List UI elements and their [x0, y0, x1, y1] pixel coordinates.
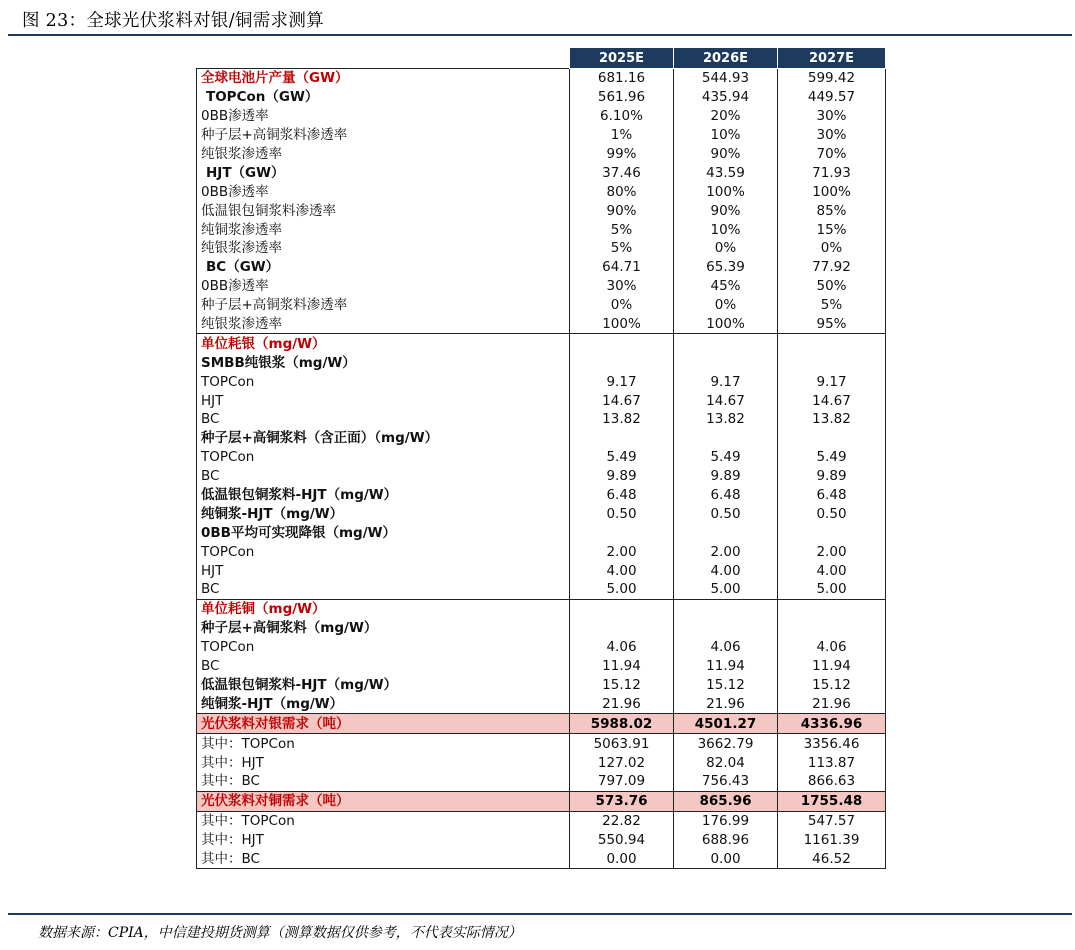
table-row — [197, 239, 886, 258]
value-cell-2026e — [674, 619, 778, 638]
value-cell-2026e: 176.99 — [674, 811, 778, 830]
table-row — [197, 657, 886, 676]
value-cell-2027e: 449.57 — [778, 88, 886, 107]
value-cell-2027e: 21.96 — [778, 694, 886, 713]
value-cell-2026e: 0.00 — [674, 850, 778, 869]
value-cell-2025e: 5% — [570, 220, 674, 239]
value-cell-2025e: 2.00 — [570, 542, 674, 561]
value-cell-2027e: 6.48 — [778, 486, 886, 505]
row-label: TOPCon — [197, 638, 570, 657]
row-label: 纯银浆渗透率 — [197, 239, 570, 258]
table-row — [197, 772, 886, 791]
table-row — [197, 69, 886, 88]
value-cell-2026e: 82.04 — [674, 753, 778, 772]
table-row — [197, 353, 886, 372]
value-cell-2025e: 6.10% — [570, 107, 674, 126]
value-cell-2026e: 9.89 — [674, 467, 778, 486]
value-cell-2027e — [778, 619, 886, 638]
value-cell-2025e: 14.67 — [570, 391, 674, 410]
table-row — [197, 638, 886, 657]
row-label: BC — [197, 657, 570, 676]
table-row — [197, 107, 886, 126]
row-label: 单位耗银（mg/W） — [197, 334, 570, 353]
value-cell-2027e: 5.00 — [778, 580, 886, 599]
value-cell-2025e: 9.17 — [570, 372, 674, 391]
value-cell-2026e: 90% — [674, 201, 778, 220]
value-cell-2025e: 5988.02 — [570, 714, 674, 734]
source-note: 数据来源：CPIA，中信建投期货测算（测算数据仅供参考，不代表实际情况） — [38, 925, 522, 941]
row-label: TOPCon — [197, 542, 570, 561]
bottom-divider — [8, 913, 1072, 915]
table-row — [197, 410, 886, 429]
table-row — [197, 163, 886, 182]
row-label: 0BB渗透率 — [197, 107, 570, 126]
table-row — [197, 734, 886, 753]
value-cell-2025e: 127.02 — [570, 753, 674, 772]
value-cell-2027e: 599.42 — [778, 69, 886, 88]
table-row — [197, 258, 886, 277]
row-label: TOPCon（GW） — [197, 88, 570, 107]
value-cell-2027e: 0% — [778, 239, 886, 258]
value-cell-2025e — [570, 523, 674, 542]
value-cell-2027e — [778, 599, 886, 618]
value-cell-2027e: 85% — [778, 201, 886, 220]
value-cell-2027e: 1161.39 — [778, 831, 886, 850]
value-cell-2025e: 4.00 — [570, 561, 674, 580]
value-cell-2027e: 11.94 — [778, 657, 886, 676]
value-cell-2026e: 688.96 — [674, 831, 778, 850]
value-cell-2027e — [778, 523, 886, 542]
table-row — [197, 145, 886, 164]
value-cell-2025e: 13.82 — [570, 410, 674, 429]
table-row — [197, 372, 886, 391]
table-row — [197, 599, 886, 618]
row-label: 0BB平均可实现降银（mg/W） — [197, 523, 570, 542]
row-label: 纯铜浆-HJT（mg/W） — [197, 504, 570, 523]
row-label: 光伏浆料对银需求（吨） — [197, 714, 570, 734]
row-label: HJT — [197, 391, 570, 410]
table-row — [197, 580, 886, 599]
row-label: 低温银包铜浆料-HJT（mg/W） — [197, 486, 570, 505]
row-label: BC — [197, 410, 570, 429]
table-header — [197, 48, 886, 69]
value-cell-2027e — [778, 334, 886, 353]
value-cell-2027e — [778, 353, 886, 372]
row-label: 纯铜浆渗透率 — [197, 220, 570, 239]
value-cell-2026e: 45% — [674, 277, 778, 296]
table-row — [197, 277, 886, 296]
value-cell-2025e — [570, 599, 674, 618]
table-row — [197, 753, 886, 772]
value-cell-2027e: 50% — [778, 277, 886, 296]
table-row — [197, 296, 886, 315]
value-cell-2025e: 6.48 — [570, 486, 674, 505]
value-cell-2027e: 4336.96 — [778, 714, 886, 734]
value-cell-2025e: 11.94 — [570, 657, 674, 676]
value-cell-2026e: 865.96 — [674, 791, 778, 811]
value-cell-2026e: 544.93 — [674, 69, 778, 88]
value-cell-2025e: 99% — [570, 145, 674, 164]
row-label: 其中：BC — [197, 850, 570, 869]
value-cell-2026e: 90% — [674, 145, 778, 164]
header-2026e: 2026E — [674, 48, 778, 69]
value-cell-2026e: 20% — [674, 107, 778, 126]
row-label: HJT — [197, 561, 570, 580]
value-cell-2025e: 5.49 — [570, 448, 674, 467]
value-cell-2027e: 9.89 — [778, 467, 886, 486]
row-label: 种子层+高铜浆料渗透率 — [197, 126, 570, 145]
value-cell-2026e: 5.00 — [674, 580, 778, 599]
value-cell-2026e: 100% — [674, 315, 778, 334]
value-cell-2026e: 100% — [674, 182, 778, 201]
value-cell-2026e: 3662.79 — [674, 734, 778, 753]
value-cell-2025e: 9.89 — [570, 467, 674, 486]
value-cell-2025e: 1% — [570, 126, 674, 145]
table-row — [197, 315, 886, 334]
table-row — [197, 714, 886, 734]
value-cell-2027e: 113.87 — [778, 753, 886, 772]
value-cell-2025e — [570, 619, 674, 638]
header-2025e: 2025E — [570, 48, 674, 69]
value-cell-2026e: 21.96 — [674, 694, 778, 713]
top-divider — [8, 34, 1072, 36]
row-label: 种子层+高铜浆料渗透率 — [197, 296, 570, 315]
value-cell-2026e: 15.12 — [674, 676, 778, 695]
value-cell-2025e — [570, 353, 674, 372]
value-cell-2027e: 30% — [778, 126, 886, 145]
value-cell-2025e: 681.16 — [570, 69, 674, 88]
row-label: 种子层+高铜浆料（含正面）（mg/W） — [197, 429, 570, 448]
row-label: TOPCon — [197, 372, 570, 391]
row-label: 种子层+高铜浆料（mg/W） — [197, 619, 570, 638]
row-label: 其中：HJT — [197, 831, 570, 850]
value-cell-2026e: 10% — [674, 126, 778, 145]
value-cell-2025e: 0.00 — [570, 850, 674, 869]
value-cell-2027e — [778, 429, 886, 448]
row-label: 纯银浆渗透率 — [197, 315, 570, 334]
header-2027e: 2027E — [778, 48, 886, 69]
value-cell-2027e: 77.92 — [778, 258, 886, 277]
value-cell-2026e: 13.82 — [674, 410, 778, 429]
value-cell-2027e: 2.00 — [778, 542, 886, 561]
table-row — [197, 334, 886, 353]
table-row — [197, 676, 886, 695]
table-row — [197, 201, 886, 220]
value-cell-2025e: 5% — [570, 239, 674, 258]
header-blank-cell — [197, 48, 570, 69]
value-cell-2026e — [674, 353, 778, 372]
value-cell-2027e: 5% — [778, 296, 886, 315]
value-cell-2025e: 30% — [570, 277, 674, 296]
value-cell-2026e: 14.67 — [674, 391, 778, 410]
estimate-table — [196, 47, 886, 869]
table-row — [197, 619, 886, 638]
row-label: HJT（GW） — [197, 163, 570, 182]
value-cell-2026e: 11.94 — [674, 657, 778, 676]
value-cell-2027e: 71.93 — [778, 163, 886, 182]
table-row — [197, 88, 886, 107]
value-cell-2026e: 10% — [674, 220, 778, 239]
value-cell-2026e: 43.59 — [674, 163, 778, 182]
table-row — [197, 561, 886, 580]
value-cell-2025e: 573.76 — [570, 791, 674, 811]
table-row — [197, 542, 886, 561]
row-label: 其中：BC — [197, 772, 570, 791]
row-label: 其中：TOPCon — [197, 811, 570, 830]
value-cell-2027e: 30% — [778, 107, 886, 126]
row-label: 光伏浆料对铜需求（吨） — [197, 791, 570, 811]
value-cell-2027e: 4.00 — [778, 561, 886, 580]
figure-title: 图 23：全球光伏浆料对银/铜需求测算 — [22, 11, 324, 31]
value-cell-2027e: 100% — [778, 182, 886, 201]
value-cell-2027e: 866.63 — [778, 772, 886, 791]
row-label: 低温银包铜浆料渗透率 — [197, 201, 570, 220]
table-row — [197, 694, 886, 713]
value-cell-2025e: 0% — [570, 296, 674, 315]
table-row — [197, 182, 886, 201]
value-cell-2025e: 0.50 — [570, 504, 674, 523]
value-cell-2026e: 9.17 — [674, 372, 778, 391]
row-label: 其中：HJT — [197, 753, 570, 772]
row-label: BC — [197, 467, 570, 486]
value-cell-2027e: 14.67 — [778, 391, 886, 410]
row-label: BC（GW） — [197, 258, 570, 277]
value-cell-2027e: 46.52 — [778, 850, 886, 869]
value-cell-2027e: 3356.46 — [778, 734, 886, 753]
value-cell-2027e: 15.12 — [778, 676, 886, 695]
value-cell-2026e: 6.48 — [674, 486, 778, 505]
table-row — [197, 467, 886, 486]
value-cell-2025e: 797.09 — [570, 772, 674, 791]
table-row — [197, 850, 886, 869]
value-cell-2026e: 435.94 — [674, 88, 778, 107]
estimate-table-container — [196, 47, 885, 869]
value-cell-2027e: 1755.48 — [778, 791, 886, 811]
value-cell-2027e: 547.57 — [778, 811, 886, 830]
value-cell-2027e: 13.82 — [778, 410, 886, 429]
value-cell-2026e: 4.00 — [674, 561, 778, 580]
value-cell-2027e: 4.06 — [778, 638, 886, 657]
table-body — [197, 69, 886, 869]
row-label: 低温银包铜浆料-HJT（mg/W） — [197, 676, 570, 695]
row-label: 单位耗铜（mg/W） — [197, 599, 570, 618]
value-cell-2026e: 756.43 — [674, 772, 778, 791]
table-row — [197, 831, 886, 850]
value-cell-2025e: 4.06 — [570, 638, 674, 657]
value-cell-2027e: 70% — [778, 145, 886, 164]
table-row — [197, 523, 886, 542]
value-cell-2025e — [570, 334, 674, 353]
value-cell-2025e — [570, 429, 674, 448]
value-cell-2025e: 90% — [570, 201, 674, 220]
value-cell-2026e — [674, 334, 778, 353]
value-cell-2026e: 0% — [674, 296, 778, 315]
value-cell-2026e: 65.39 — [674, 258, 778, 277]
table-row — [197, 220, 886, 239]
value-cell-2026e: 5.49 — [674, 448, 778, 467]
table-row — [197, 429, 886, 448]
table-row — [197, 811, 886, 830]
value-cell-2026e — [674, 523, 778, 542]
table-row — [197, 504, 886, 523]
value-cell-2025e: 5.00 — [570, 580, 674, 599]
table-row — [197, 391, 886, 410]
value-cell-2026e: 0% — [674, 239, 778, 258]
value-cell-2025e: 21.96 — [570, 694, 674, 713]
value-cell-2025e: 5063.91 — [570, 734, 674, 753]
value-cell-2026e: 2.00 — [674, 542, 778, 561]
value-cell-2025e: 64.71 — [570, 258, 674, 277]
value-cell-2027e: 5.49 — [778, 448, 886, 467]
table-row — [197, 126, 886, 145]
value-cell-2025e: 15.12 — [570, 676, 674, 695]
value-cell-2026e — [674, 599, 778, 618]
row-label: TOPCon — [197, 448, 570, 467]
row-label: 其中：TOPCon — [197, 734, 570, 753]
value-cell-2027e: 0.50 — [778, 504, 886, 523]
table-row — [197, 791, 886, 811]
row-label: SMBB纯银浆（mg/W） — [197, 353, 570, 372]
table-row — [197, 486, 886, 505]
table-row — [197, 448, 886, 467]
row-label: 纯银浆渗透率 — [197, 145, 570, 164]
row-label: 纯铜浆-HJT（mg/W） — [197, 694, 570, 713]
value-cell-2025e: 550.94 — [570, 831, 674, 850]
value-cell-2027e: 15% — [778, 220, 886, 239]
row-label: 0BB渗透率 — [197, 182, 570, 201]
value-cell-2025e: 561.96 — [570, 88, 674, 107]
value-cell-2027e: 9.17 — [778, 372, 886, 391]
value-cell-2026e: 4501.27 — [674, 714, 778, 734]
value-cell-2026e: 0.50 — [674, 504, 778, 523]
value-cell-2025e: 22.82 — [570, 811, 674, 830]
row-label: BC — [197, 580, 570, 599]
value-cell-2026e: 4.06 — [674, 638, 778, 657]
value-cell-2025e: 100% — [570, 315, 674, 334]
value-cell-2025e: 80% — [570, 182, 674, 201]
value-cell-2026e — [674, 429, 778, 448]
row-label: 0BB渗透率 — [197, 277, 570, 296]
value-cell-2025e: 37.46 — [570, 163, 674, 182]
row-label: 全球电池片产量（GW） — [197, 69, 570, 88]
value-cell-2027e: 95% — [778, 315, 886, 334]
